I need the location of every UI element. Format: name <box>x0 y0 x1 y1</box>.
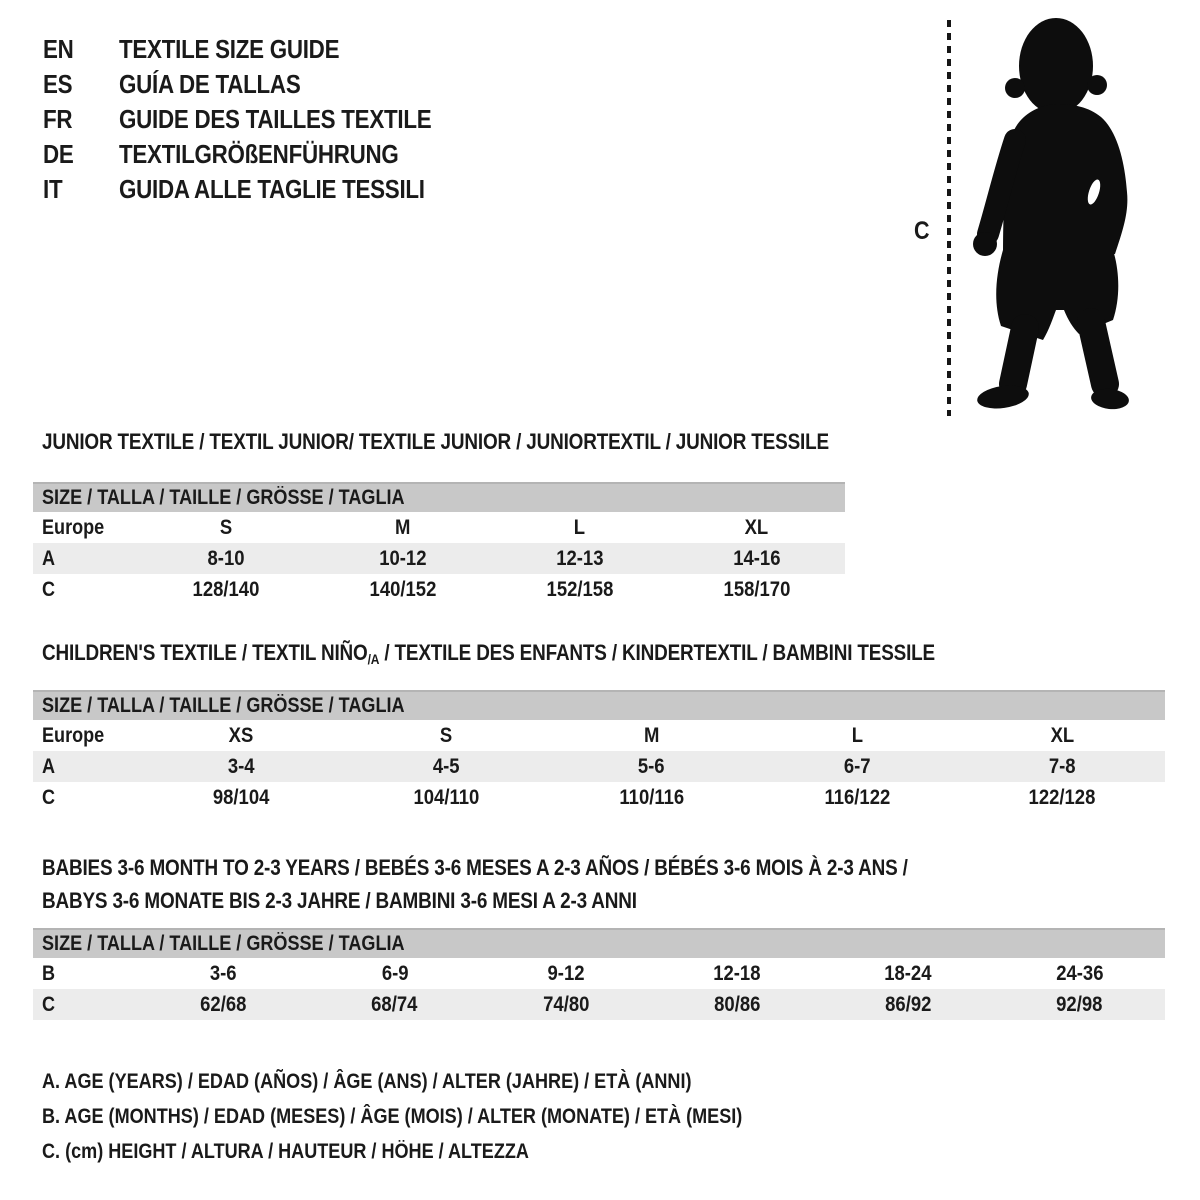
language-row-fr <box>43 102 482 137</box>
size-cell: 80/86 <box>713 992 761 1016</box>
size-cell: 158/170 <box>723 577 791 601</box>
babies-title-line2: BABYS 3-6 MONATE BIS 2-3 JAHRE / BAMBINI 3-6 MESI A 2-3 ANNI <box>42 888 637 913</box>
toddler-silhouette-icon <box>963 14 1141 416</box>
size-cell: 98/104 <box>212 785 269 809</box>
table-row-age-months <box>33 958 1165 989</box>
size-cell: M <box>395 515 411 539</box>
table-row-height-cm <box>33 574 845 605</box>
size-cell: 122/128 <box>1028 785 1096 809</box>
guide-title-es: GUÍA DE TALLAS <box>119 69 301 99</box>
junior-size-table <box>33 482 845 605</box>
row-label: A <box>42 546 56 570</box>
row-label: Europe <box>42 723 105 747</box>
table-row-europe <box>33 720 1165 751</box>
guide-title-it: GUIDA ALLE TAGLIE TESSILI <box>119 174 425 204</box>
note-height-cm <box>42 1134 856 1169</box>
note-text: C. (cm) HEIGHT / ALTURA / HAUTEUR / HÖHE / ALTEZZA <box>42 1140 529 1163</box>
size-cell: 104/110 <box>413 785 479 809</box>
size-cell: 68/74 <box>371 992 418 1016</box>
size-cell: 116/122 <box>824 785 890 809</box>
language-code: FR <box>43 104 73 134</box>
table-row-europe <box>33 512 845 543</box>
row-label: C <box>42 577 56 601</box>
size-cell: 92/98 <box>1056 992 1103 1016</box>
note-text: B. AGE (MONTHS) / EDAD (MESES) / ÂGE (MOIS) / ALTER (MONATE) / ETÀ (MESI) <box>42 1105 743 1128</box>
toddler-body <box>973 18 1130 412</box>
table-row-height-cm <box>33 989 1165 1020</box>
row-label: C <box>42 785 56 809</box>
size-cell: 7-8 <box>1048 754 1076 778</box>
size-cell: S <box>220 515 233 539</box>
height-measure-letter: C <box>914 217 930 245</box>
language-code: EN <box>43 34 74 64</box>
size-cell: 6-9 <box>381 961 409 985</box>
size-cell: 3-6 <box>210 961 237 985</box>
row-label: Europe <box>42 515 105 539</box>
language-title-list <box>43 32 482 207</box>
children-size-table <box>33 690 1165 813</box>
size-cell: 5-6 <box>638 754 665 778</box>
guide-title-en: TEXTILE SIZE GUIDE <box>119 34 340 64</box>
children-section-title <box>42 641 1080 671</box>
junior-section-title-text: JUNIOR TEXTILE / TEXTIL JUNIOR/ TEXTILE JUNIOR / JUNIORTEXTIL / JUNIOR TESSILE <box>42 429 829 454</box>
height-measure-label <box>914 217 932 246</box>
children-title-pre: CHILDREN'S TEXTILE / TEXTIL NIÑO <box>42 640 368 665</box>
size-cell: 8-10 <box>207 546 245 570</box>
language-row-de <box>43 137 482 172</box>
size-cell: 24-36 <box>1055 961 1104 985</box>
row-label: A <box>42 754 56 778</box>
language-row-it <box>43 172 482 207</box>
guide-title-de: TEXTILGRÖßENFÜHRUNG <box>119 139 399 169</box>
size-cell: XL <box>744 515 769 539</box>
size-cell: 140/152 <box>369 577 437 601</box>
size-cell: XL <box>1050 723 1075 747</box>
size-cell: L <box>574 515 586 539</box>
language-code: ES <box>43 69 73 99</box>
size-cell: 74/80 <box>542 992 590 1016</box>
children-title-post: / TEXTILE DES ENFANTS / KINDERTEXTIL / BAMBINI TESSILE <box>379 640 936 665</box>
guide-title-fr: GUIDE DES TAILLES TEXTILE <box>119 104 432 134</box>
row-label: C <box>42 992 56 1016</box>
note-text: A. AGE (YEARS) / EDAD (AÑOS) / ÂGE (ANS) / ALTER (JAHRE) / ETÀ (ANNI) <box>42 1070 692 1093</box>
note-age-years <box>42 1064 856 1099</box>
babies-title-line1: BABIES 3-6 MONTH TO 2-3 YEARS / BEBÉS 3-6 MESES A 2-3 AÑOS / BÉBÉS 3-6 MOIS À 2-3 ANS / <box>42 855 908 880</box>
size-cell: S <box>439 723 453 747</box>
size-table-header-label: SIZE / TALLA / TAILLE / GRÖSSE / TAGLIA <box>42 486 405 509</box>
junior-section-title <box>42 430 957 454</box>
language-row-es <box>43 67 482 102</box>
size-table-header-label: SIZE / TALLA / TAILLE / GRÖSSE / TAGLIA <box>42 694 405 717</box>
children-title-subscript: /A <box>367 651 380 667</box>
language-row-en <box>43 32 482 67</box>
size-cell: 6-7 <box>843 754 871 778</box>
height-measure-dashed-line <box>947 20 951 416</box>
size-cell: 12-13 <box>556 546 604 570</box>
table-row-age-years <box>33 751 1165 782</box>
size-table-header <box>33 928 1165 958</box>
size-cell: 12-18 <box>713 961 761 985</box>
size-cell: 128/140 <box>192 577 260 601</box>
size-cell: L <box>851 723 863 747</box>
size-cell: M <box>643 723 660 747</box>
language-code: IT <box>43 174 63 204</box>
size-cell: 10-12 <box>379 546 427 570</box>
size-cell: 86/92 <box>885 992 932 1016</box>
table-row-age-years <box>33 543 845 574</box>
size-cell: 4-5 <box>432 754 460 778</box>
size-cell: 62/68 <box>200 992 247 1016</box>
babies-size-table <box>33 928 1165 1020</box>
children-section-title-text <box>42 641 935 671</box>
table-row-height-cm <box>33 782 1165 813</box>
size-cell: 152/158 <box>546 577 614 601</box>
size-cell: 14-16 <box>732 546 781 570</box>
size-cell: 18-24 <box>884 961 932 985</box>
language-code: DE <box>43 139 74 169</box>
size-table-header-label: SIZE / TALLA / TAILLE / GRÖSSE / TAGLIA <box>42 932 405 955</box>
size-table-header <box>33 482 845 512</box>
row-label: B <box>42 961 56 985</box>
note-age-months <box>42 1099 856 1134</box>
size-cell: 110/116 <box>619 785 684 809</box>
legend-notes <box>42 1064 856 1169</box>
size-cell: 9-12 <box>547 961 585 985</box>
size-cell: 3-4 <box>227 754 255 778</box>
size-table-header <box>33 690 1165 720</box>
babies-section-title <box>42 851 1049 917</box>
size-cell: XS <box>228 723 254 747</box>
